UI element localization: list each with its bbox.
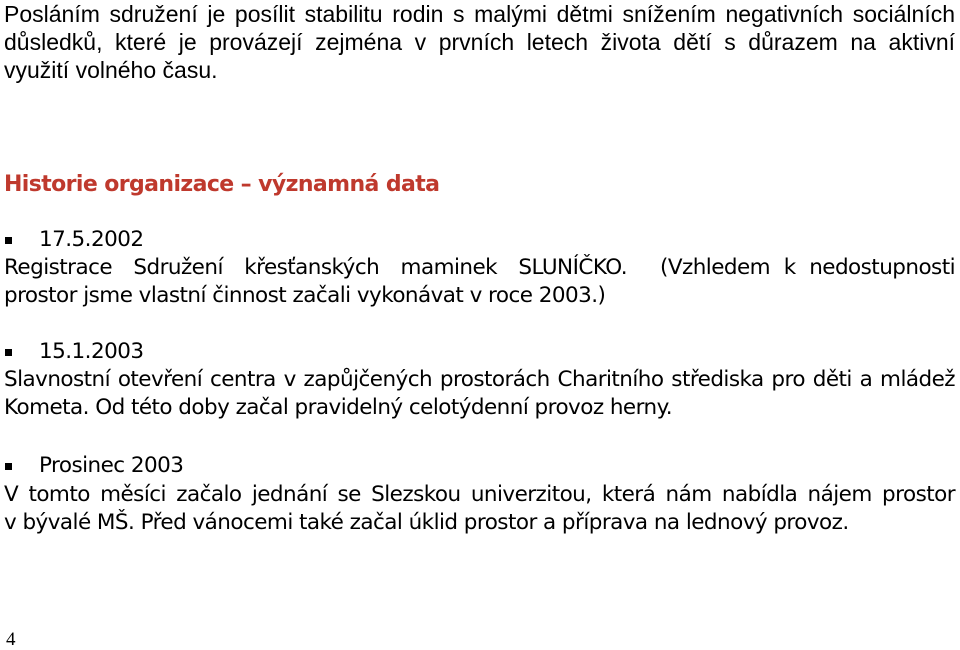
history-entry-line: v bývalé MŠ. Před vánocemi také začal úklid prostor a příprava na lednový provoz. [4,510,849,535]
square-bullet-icon [5,463,12,470]
section-heading: Historie organizace – významná data [4,172,440,197]
history-entry [4,338,955,422]
history-entry-text: Registrace Sdružení křesťanských maminek SLUNÍČKO. [4,255,627,280]
intro-line: důsledků, které je provázejí zejména v prvních letech života dětí s důrazem na aktivní [4,29,955,55]
history-entry-line [4,254,955,282]
intro-line: Posláním sdružení je posílit stabilitu rodin s malými dětmi snížením negativních sociálních [4,1,955,27]
intro-paragraph [4,0,955,84]
history-entry-date: Prosinec 2003 [39,453,184,478]
history-entry-text: (Vzhledem k nedostupnosti [660,255,955,280]
history-entry-date: 17.5.2002 [39,227,144,252]
square-bullet-icon [5,349,12,356]
history-entry [4,226,955,310]
history-entry-header [4,338,955,366]
history-entry-line: Slavnostní otevření centra v zapůjčených prostorách Charitního střediska pro děti a mládež [4,367,955,392]
page-number: 4 [6,629,16,650]
history-entry-date: 15.1.2003 [39,339,144,364]
history-entry-header [4,452,955,481]
history-entry-line: V tomto měsíci začalo jednání se Slezskou univerzitou, která nám nabídla nájem prostor [4,482,955,507]
history-entry [4,452,955,537]
history-entry-header [4,226,955,254]
history-entry-line: Kometa. Od této doby začal pravidelný celotýdenní provoz herny. [4,395,672,420]
square-bullet-icon [5,237,12,244]
history-entry-line: prostor jsme vlastní činnost začali vykonávat v roce 2003.) [4,283,606,308]
intro-line: využití volného času. [4,57,218,83]
